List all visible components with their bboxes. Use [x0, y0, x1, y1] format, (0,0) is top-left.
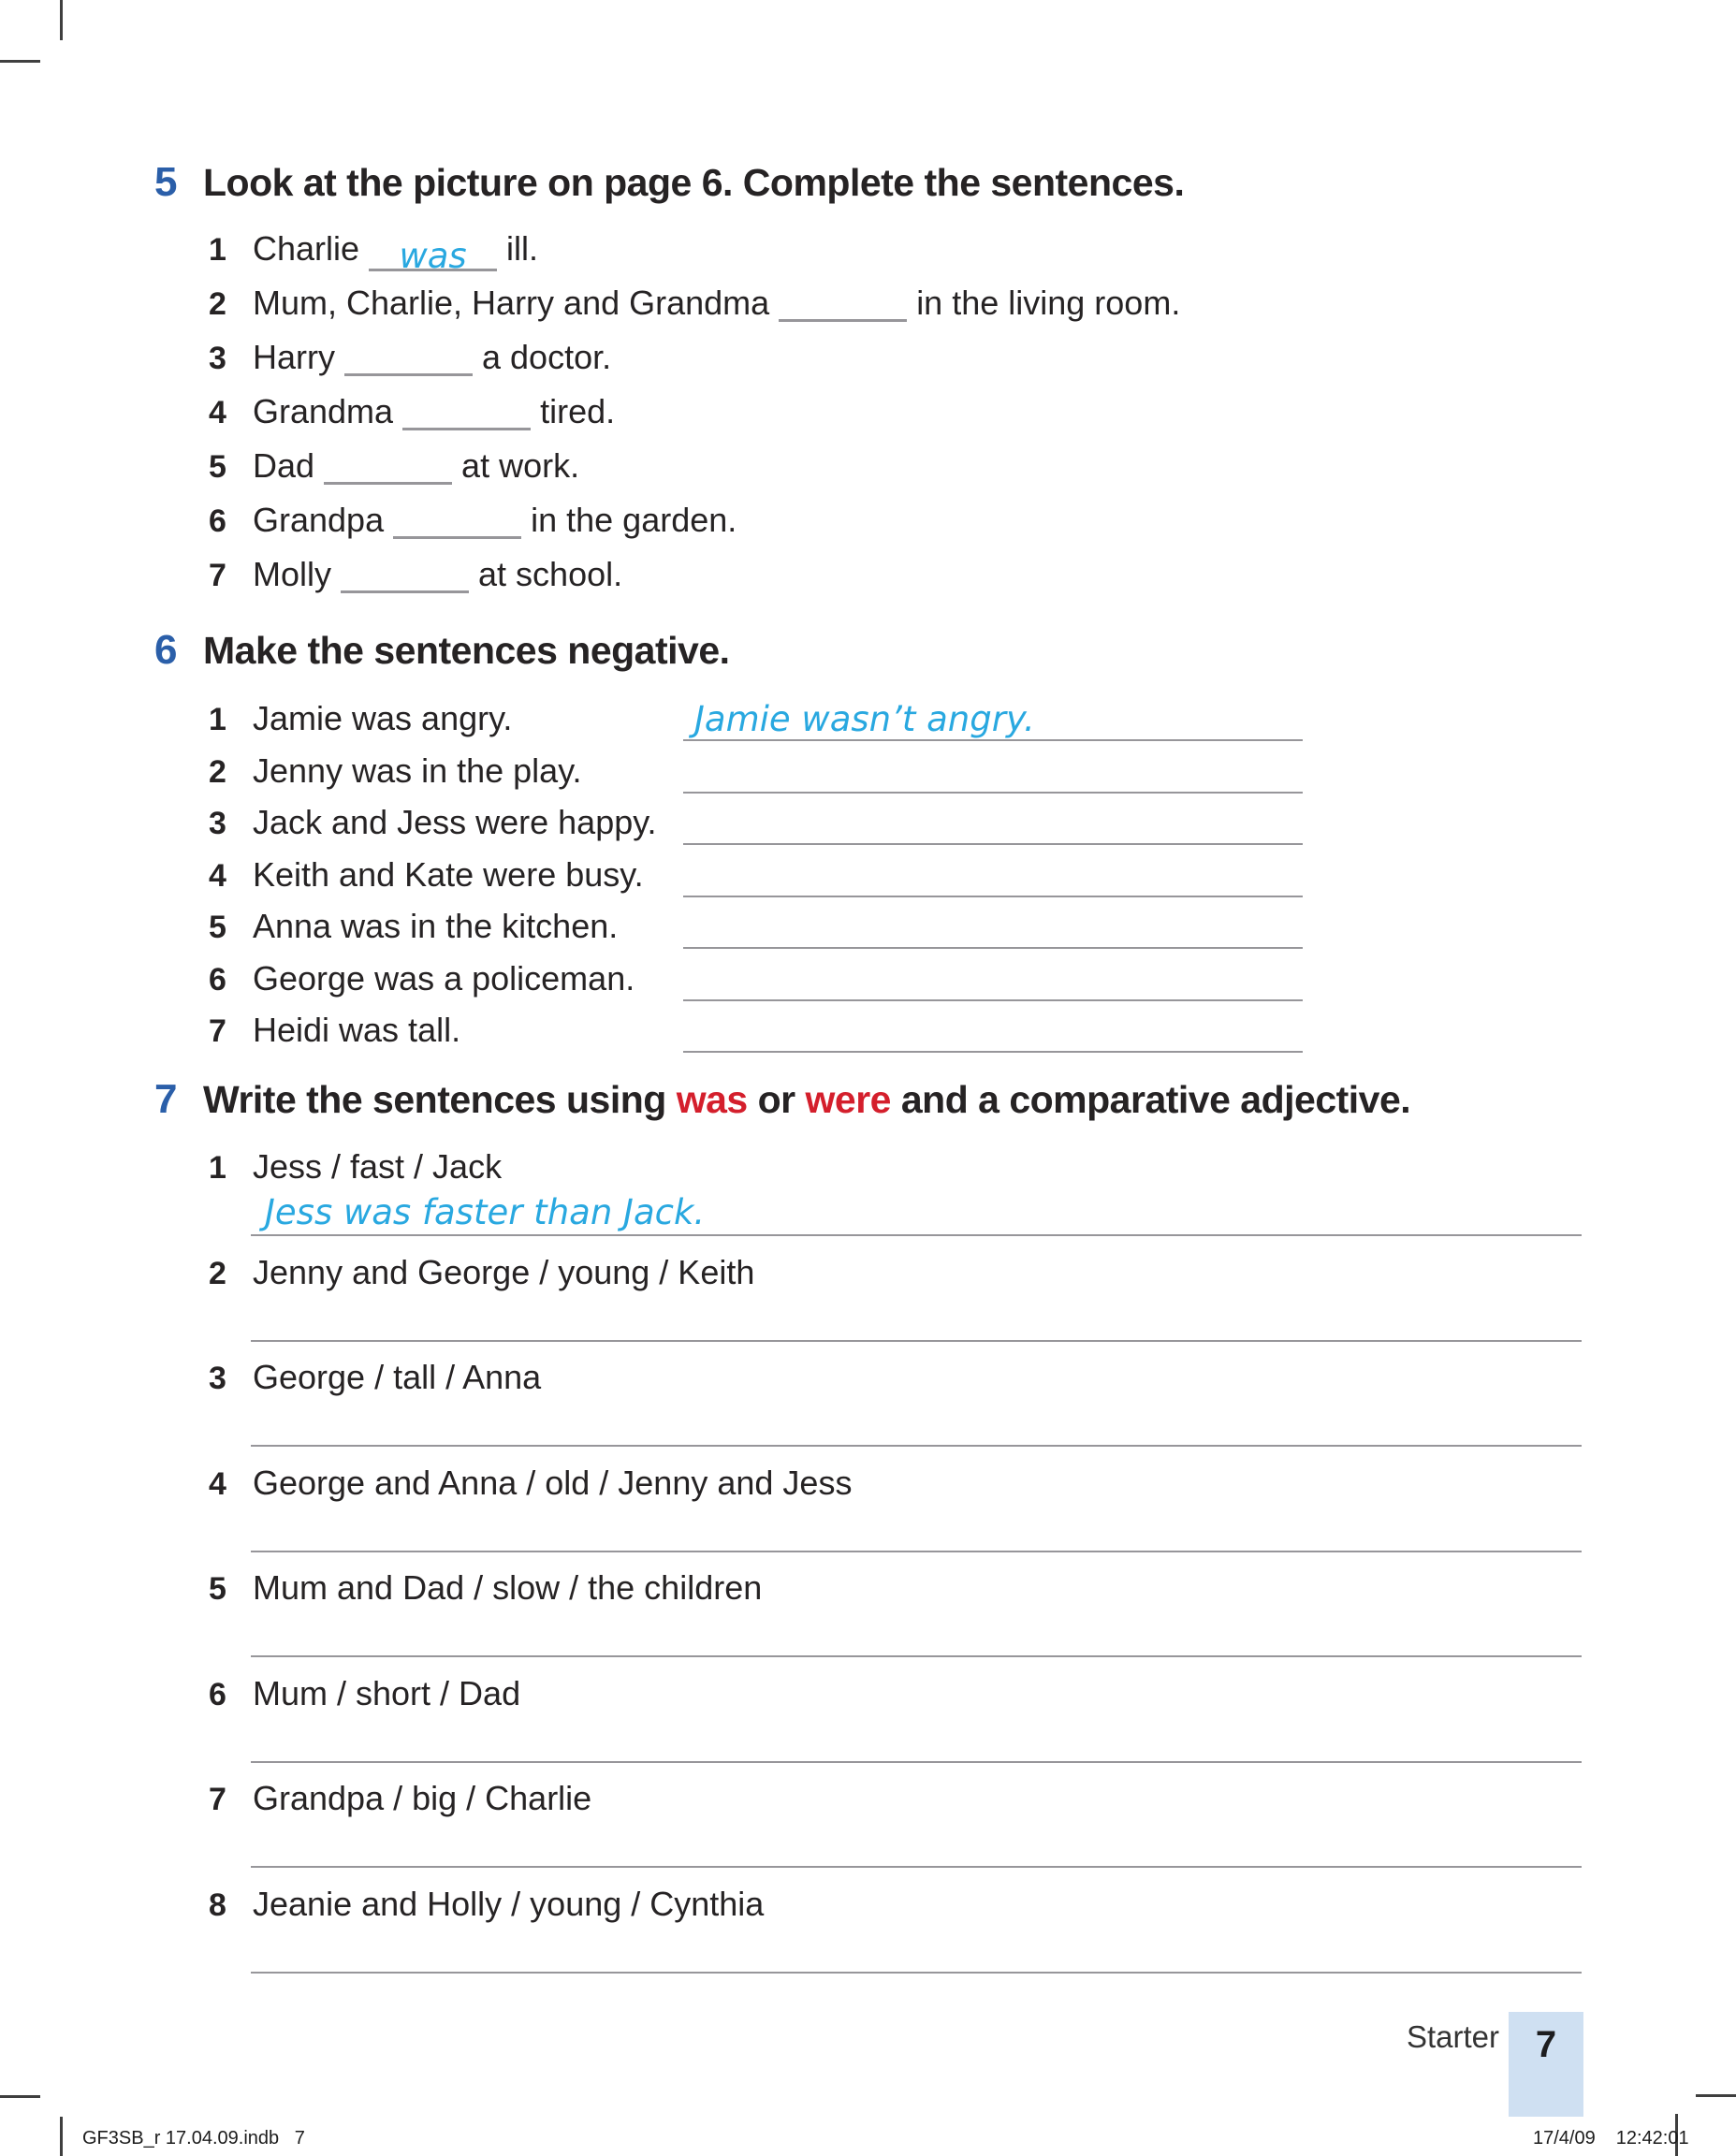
rewrite-item — [154, 745, 1591, 797]
answer-line[interactable] — [683, 958, 1303, 1001]
answer-blank[interactable] — [324, 443, 452, 485]
item-number: 1 — [209, 702, 226, 737]
item-number: 6 — [209, 1676, 226, 1712]
crop-mark — [0, 2095, 40, 2098]
writing-item — [154, 1670, 1591, 1776]
answer-line[interactable] — [251, 1403, 1582, 1447]
exercise-7-items — [154, 1144, 1591, 1986]
answer-blank[interactable] — [402, 388, 531, 430]
item-number: 1 — [209, 1150, 226, 1186]
sentence: George was a policeman. — [253, 958, 635, 998]
sentence-end: at school. — [478, 555, 623, 593]
prompt-text: Mum and Dad / slow / the children — [253, 1568, 763, 1607]
writing-item — [154, 1354, 1591, 1460]
answer-blank[interactable] — [344, 334, 473, 376]
item-number: 6 — [209, 503, 226, 539]
print-timestamp — [1533, 2128, 1689, 2149]
sentence-start: Dad — [253, 446, 315, 485]
rewrite-item — [154, 1004, 1591, 1056]
item-number: 3 — [209, 1361, 226, 1396]
answer-blank[interactable] — [393, 497, 521, 539]
sentence-end: at work. — [461, 446, 580, 485]
exercise-title: Make the sentences negative. — [203, 629, 730, 672]
fill-in-item — [154, 493, 1591, 547]
answer-line[interactable] — [251, 1824, 1582, 1868]
answer-line[interactable] — [251, 1508, 1582, 1552]
exercise-6-items — [154, 692, 1591, 1056]
exercise-title: Look at the picture on page 6. Complete the sentences. — [203, 161, 1185, 204]
writing-item — [154, 1565, 1591, 1670]
exercise-5-heading — [154, 159, 1591, 206]
exercise-number: 7 — [154, 1076, 178, 1122]
answer-line[interactable] — [251, 1930, 1582, 1974]
item-number: 3 — [209, 806, 226, 841]
writing-item — [154, 1775, 1591, 1881]
handwritten-answer: Jamie wasn’t angry. — [694, 699, 1035, 739]
exercise-6-heading — [154, 627, 1591, 674]
exercise-5-items — [154, 222, 1591, 602]
sentence: Jenny was in the play. — [253, 750, 582, 790]
fill-in-item — [154, 330, 1591, 385]
sentence: Heidi was tall. — [253, 1011, 461, 1049]
item-number: 1 — [209, 232, 226, 268]
answer-blank[interactable] — [779, 280, 907, 322]
item-number: 5 — [209, 910, 226, 945]
answer-line[interactable] — [251, 1613, 1582, 1657]
exercise-number: 5 — [154, 159, 178, 205]
answer-line[interactable] — [251, 1192, 1582, 1236]
sentence-start: Charlie — [253, 229, 360, 268]
answer-line[interactable] — [683, 802, 1303, 845]
prompt-text: George / tall / Anna — [253, 1358, 542, 1396]
sentence: Keith and Kate were busy. — [253, 854, 644, 894]
fill-in-item — [154, 439, 1591, 493]
rewrite-item — [154, 849, 1591, 901]
crop-mark — [0, 60, 40, 63]
answer-line[interactable] — [683, 1010, 1303, 1053]
sentence-end: in the garden. — [531, 501, 737, 539]
exercise-7 — [154, 1076, 1591, 1986]
answer-blank[interactable] — [369, 229, 497, 276]
item-number: 5 — [209, 1571, 226, 1607]
fill-in-item — [154, 276, 1591, 330]
highlighted-word-were: were — [805, 1078, 891, 1121]
writing-item — [154, 1144, 1591, 1249]
sentence-start: Grandma — [253, 392, 394, 430]
highlighted-word-was: was — [676, 1078, 748, 1121]
writing-item — [154, 1249, 1591, 1355]
exercise-title: Write the sentences using was or were and a comparative adjective. — [203, 1078, 1411, 1121]
crop-mark — [1696, 2094, 1736, 2097]
writing-item — [154, 1881, 1591, 1987]
sentence-end: a doctor. — [482, 338, 612, 376]
item-number: 8 — [209, 1886, 226, 1923]
item-number: 3 — [209, 341, 226, 376]
fill-in-item — [154, 222, 1591, 276]
exercise-6 — [154, 627, 1591, 1056]
answer-line[interactable] — [683, 906, 1303, 949]
section-label: Starter — [1406, 2019, 1499, 2054]
sentence: Jack and Jess were happy. — [253, 803, 657, 841]
handwritten-answer: Jess was faster than Jack. — [265, 1192, 706, 1232]
exercise-7-heading — [154, 1076, 1591, 1123]
item-number: 5 — [209, 449, 226, 485]
fill-in-item — [154, 547, 1591, 602]
sentence-end: ill. — [506, 229, 539, 268]
item-number: 4 — [209, 395, 226, 430]
sentence: Anna was in the kitchen. — [253, 907, 619, 945]
sentence-end: tired. — [540, 392, 616, 430]
prompt-text: Jenny and George / young / Keith — [253, 1252, 755, 1291]
sentence-end: in the living room. — [916, 284, 1181, 322]
item-number: 7 — [209, 558, 226, 593]
exercise-5 — [154, 159, 1591, 602]
item-number: 7 — [209, 1013, 226, 1049]
answer-line[interactable] — [683, 698, 1303, 741]
sentence-start: Mum, Charlie, Harry and Grandma — [253, 284, 770, 322]
item-number: 4 — [209, 1465, 226, 1502]
item-number: 6 — [209, 961, 226, 998]
answer-line[interactable] — [683, 750, 1303, 794]
print-time: 12:42:01 — [1615, 2128, 1689, 2149]
prompt-text: Grandpa / big / Charlie — [253, 1779, 592, 1817]
print-filename: GF3SB_r 17.04.09.indb 7 — [82, 2128, 305, 2149]
prompt-text: George and Anna / old / Jenny and Jess — [253, 1463, 853, 1502]
rewrite-item — [154, 900, 1591, 953]
page-number: 7 — [1535, 2024, 1557, 2065]
rewrite-item — [154, 692, 1591, 745]
sentence-start: Harry — [253, 338, 335, 376]
rewrite-item — [154, 796, 1591, 849]
item-number: 4 — [209, 857, 226, 894]
item-number: 2 — [209, 286, 226, 322]
answer-line[interactable] — [251, 1719, 1582, 1763]
prompt-text: Jeanie and Holly / young / Cynthia — [253, 1884, 765, 1923]
item-number: 2 — [209, 753, 226, 790]
crop-mark — [60, 0, 63, 40]
answer-line[interactable] — [683, 854, 1303, 897]
sentence-start: Molly — [253, 555, 332, 593]
prompt-text: Jess / fast / Jack — [253, 1147, 503, 1186]
print-date: 17/4/09 — [1533, 2128, 1596, 2149]
sentence: Jamie was angry. — [253, 699, 513, 737]
exercise-number: 6 — [154, 627, 178, 673]
answer-line[interactable] — [251, 1298, 1582, 1342]
prompt-text: Mum / short / Dad — [253, 1673, 521, 1712]
page-number-box — [1509, 2012, 1583, 2117]
item-number: 7 — [209, 1782, 226, 1817]
fill-in-item — [154, 385, 1591, 439]
crop-mark — [60, 2117, 63, 2156]
item-number: 2 — [209, 1255, 226, 1291]
handwritten-answer: was — [399, 236, 467, 276]
writing-item — [154, 1460, 1591, 1566]
rewrite-item — [154, 953, 1591, 1005]
answer-blank[interactable] — [341, 551, 469, 593]
sentence-start: Grandpa — [253, 501, 385, 539]
